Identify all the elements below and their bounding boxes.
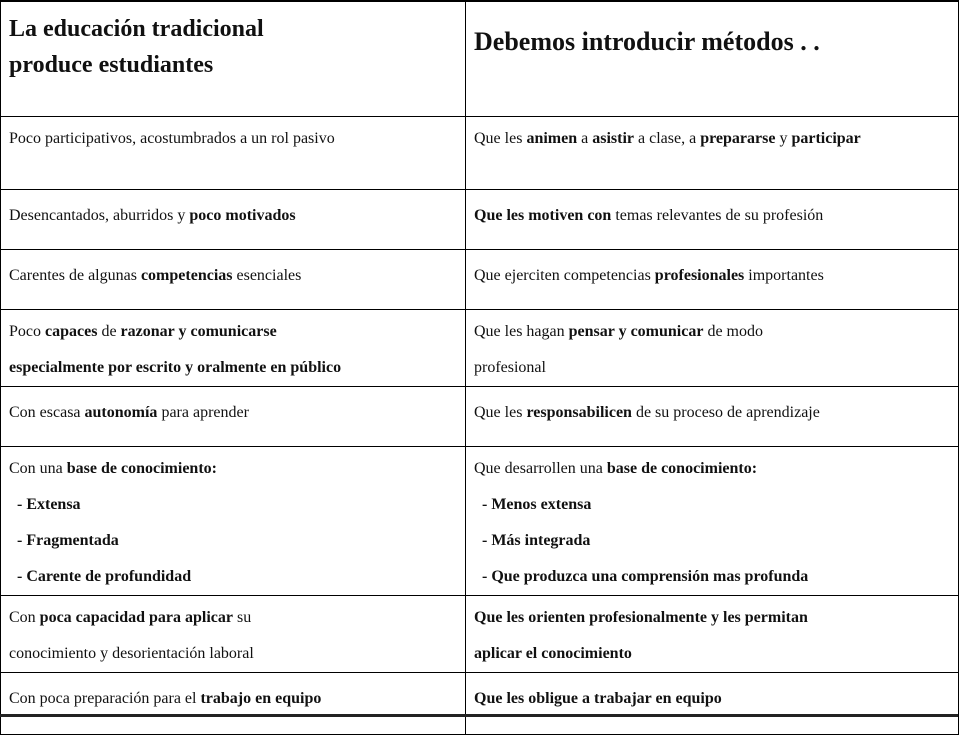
cell-text: Con escasa <box>9 404 85 421</box>
cell-text: para aprender <box>157 404 249 421</box>
cell-text: Poco participativos, acostumbrados a un rol pasivo <box>9 130 335 147</box>
cell-text: su <box>233 609 252 626</box>
list-item: - Fragmentada <box>17 532 119 549</box>
cell-bold: capaces <box>45 323 98 340</box>
table-row <box>1 310 959 387</box>
list-item: - Extensa <box>17 496 81 513</box>
row8-right <box>466 673 959 735</box>
cell-bold: autonomía <box>84 404 158 421</box>
cell-text: Con una <box>9 460 67 477</box>
row1-left <box>1 117 466 190</box>
cell-text: importantes <box>744 267 824 284</box>
cell-bold: poca capacidad para aplicar <box>39 609 234 626</box>
table-row <box>1 596 959 673</box>
cell-bold: aplicar el conocimiento <box>474 645 632 662</box>
cell-text: Poco <box>9 323 45 340</box>
row4-left <box>1 310 466 387</box>
cell-text: profesional <box>474 359 546 376</box>
cell-text: Que ejerciten competencias <box>474 267 655 284</box>
cell-text: de <box>97 323 121 340</box>
list-item: - Que produzca una comprensión mas profunda <box>482 568 809 585</box>
table-row <box>1 447 959 596</box>
header-right-text: Debemos introducir métodos . . <box>474 27 820 56</box>
list-item: - Menos extensa <box>482 496 592 513</box>
row6-left <box>1 447 466 596</box>
cell-bold: animen <box>526 130 578 147</box>
cell-bold: poco motivados <box>189 207 296 224</box>
header-row <box>1 1 959 117</box>
cell-text: Carentes de algunas <box>9 267 141 284</box>
cell-bold: pensar y comunicar <box>568 323 704 340</box>
cell-bold: base de conocimiento: <box>66 460 217 477</box>
cell-text: Que desarrollen una <box>474 460 607 477</box>
cell-text: esenciales <box>232 267 302 284</box>
row3-left <box>1 250 466 310</box>
cell-bold: asistir <box>592 130 634 147</box>
header-right-cell <box>466 1 959 117</box>
cell-bold: especialmente por escrito y oralmente en público <box>9 359 342 376</box>
cell-text: temas relevantes de su profesión <box>611 207 824 224</box>
header-left-line1: La educación tradicional <box>9 16 264 42</box>
cell-bold: Que les motiven con <box>474 207 612 224</box>
cell-bold: responsabilicen <box>526 404 632 421</box>
cell-text: Desencantados, aburridos y <box>9 207 190 224</box>
cell-text: Que les hagan <box>474 323 569 340</box>
row5-left <box>1 387 466 447</box>
row6-right <box>466 447 959 596</box>
row2-left <box>1 190 466 250</box>
row4-right <box>466 310 959 387</box>
row2-right <box>466 190 959 250</box>
table-row <box>1 387 959 447</box>
cell-text: a <box>577 130 593 147</box>
cell-text: Con poca preparación para el <box>9 690 201 707</box>
row5-right <box>466 387 959 447</box>
cell-bold: participar <box>791 130 861 147</box>
cell-text: y <box>775 130 792 147</box>
cell-bold: profesionales <box>654 267 745 284</box>
cell-bold: base de conocimiento: <box>606 460 758 477</box>
cell-text: de modo <box>703 323 763 340</box>
row3-right <box>466 250 959 310</box>
cell-bold: Que les orienten profesionalmente y les permitan <box>474 609 808 626</box>
list-item: - Carente de profundidad <box>17 568 192 585</box>
row8-left <box>1 673 466 735</box>
table-row <box>1 117 959 190</box>
row7-right <box>466 596 959 673</box>
table-row <box>1 673 959 735</box>
cell-bold: Que les obligue a trabajar en equipo <box>474 690 722 707</box>
cell-text: Que les <box>474 130 527 147</box>
table-row <box>1 190 959 250</box>
cell-text: Que les <box>474 404 527 421</box>
cell-text: conocimiento y desorientación laboral <box>9 645 254 662</box>
cell-text: Con <box>9 609 40 626</box>
cell-bold: competencias <box>140 267 233 284</box>
row1-right <box>466 117 959 190</box>
cell-text: de su proceso de aprendizaje <box>631 404 820 421</box>
header-left-line2: produce estudiantes <box>9 52 214 78</box>
cell-bold: trabajo en equipo <box>200 690 322 707</box>
cell-bold: razonar y comunicarse <box>120 323 277 340</box>
row7-left <box>1 596 466 673</box>
table-row <box>1 250 959 310</box>
bottom-rule <box>0 714 958 717</box>
header-left-cell <box>1 1 466 117</box>
cell-bold: prepararse <box>700 130 776 147</box>
list-item: - Más integrada <box>482 532 591 549</box>
cell-text: a clase, a <box>634 130 701 147</box>
